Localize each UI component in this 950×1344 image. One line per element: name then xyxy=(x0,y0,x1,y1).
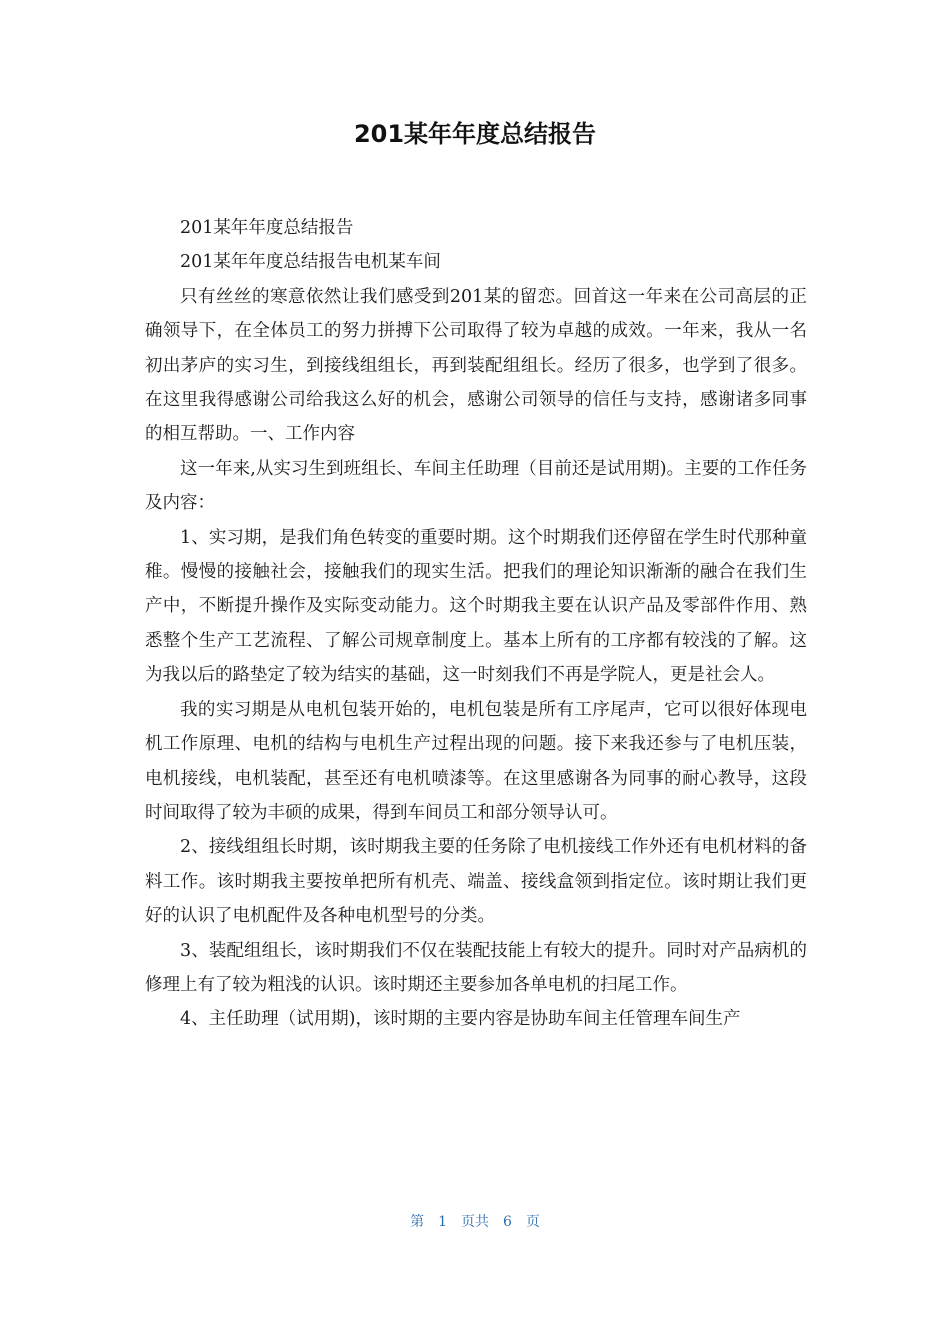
paragraph-work-overview: 这一年来,从实习生到班组长、车间主任助理（目前还是试用期)。主要的工作任务及内容： xyxy=(145,458,807,514)
footer-total-pages: 6 xyxy=(503,1214,512,1230)
paragraph-assistant: 4、主任助理（试用期)，该时期的主要内容是协助车间主任管理车间生产 xyxy=(180,1009,741,1030)
footer-middle: 页共 xyxy=(461,1214,489,1230)
paragraph-internship-detail: 我的实习期是从电机包装开始的，电机包装是所有工序尾声，它可以很好体现电机工作原理、电机的结构与电机生产过程出现的问题。接下来我还参与了电机压装，电机接线，电机装配，甚至还有电机喷漆等。在这里感谢各为同事的耐心教导，这段时间取得了较为丰硕的成果，得到车间员工和部分领导认可。 xyxy=(145,699,807,823)
paragraph-internship: 1、实习期，是我们角色转变的重要时期。这个时期我们还停留在学生时代那种童稚。慢慢的接触社会，接触我们的现实生活。把我们的理论知识渐渐的融合在我们生产中，不断提升操作及实际变动能力。这个时期我主要在认识产品及零部件作用、熟悉整个生产工艺流程、了解公司规章制度上。基本上所有的工序都有较浅的了解。这为我以后的路垫定了较为结实的基础，这一时刻我们不再是学院人，更是社会人。 xyxy=(145,527,807,686)
paragraph-assembly-leader: 3、装配组组长，该时期我们不仅在装配技能上有较大的提升。同时对产品病机的修理上有了较为粗浅的认识。该时期还主要参加各单电机的扫尾工作。 xyxy=(145,940,807,995)
page-number-footer xyxy=(0,1212,950,1232)
paragraph-wiring-leader: 2、接线组组长时期，该时期我主要的任务除了电机接线工作外还有电机材料的备料工作。该时期我主要按单把所有机壳、端盖、接线盒领到指定位。该时期让我们更好的认识了电机配件及各种电机型号的分类。 xyxy=(145,837,807,927)
paragraph-subtitle: 201某年年度总结报告 xyxy=(180,218,354,238)
footer-suffix: 页 xyxy=(525,1214,540,1230)
document-body xyxy=(145,211,807,1037)
document-title: 201某年年度总结报告 xyxy=(353,120,597,148)
paragraph-intro: 只有丝丝的寒意依然让我们感受到201某的留恋。回首这一年来在公司高层的正确领导下，在全体员工的努力拼搏下公司取得了较为卓越的成效。一年来，我从一名初出茅庐的实习生，到接线组组长，再到装配组组长。经历了很多，也学到了很多。在这里我得感谢公司给我这么好的机会，感谢公司领导的信任与支持，感谢诸多同事的相互帮助。一、工作内容 xyxy=(145,286,807,445)
footer-current-page: 1 xyxy=(438,1214,447,1230)
paragraph-department: 201某年年度总结报告电机某车间 xyxy=(180,252,441,273)
footer-prefix: 第 xyxy=(410,1214,425,1230)
